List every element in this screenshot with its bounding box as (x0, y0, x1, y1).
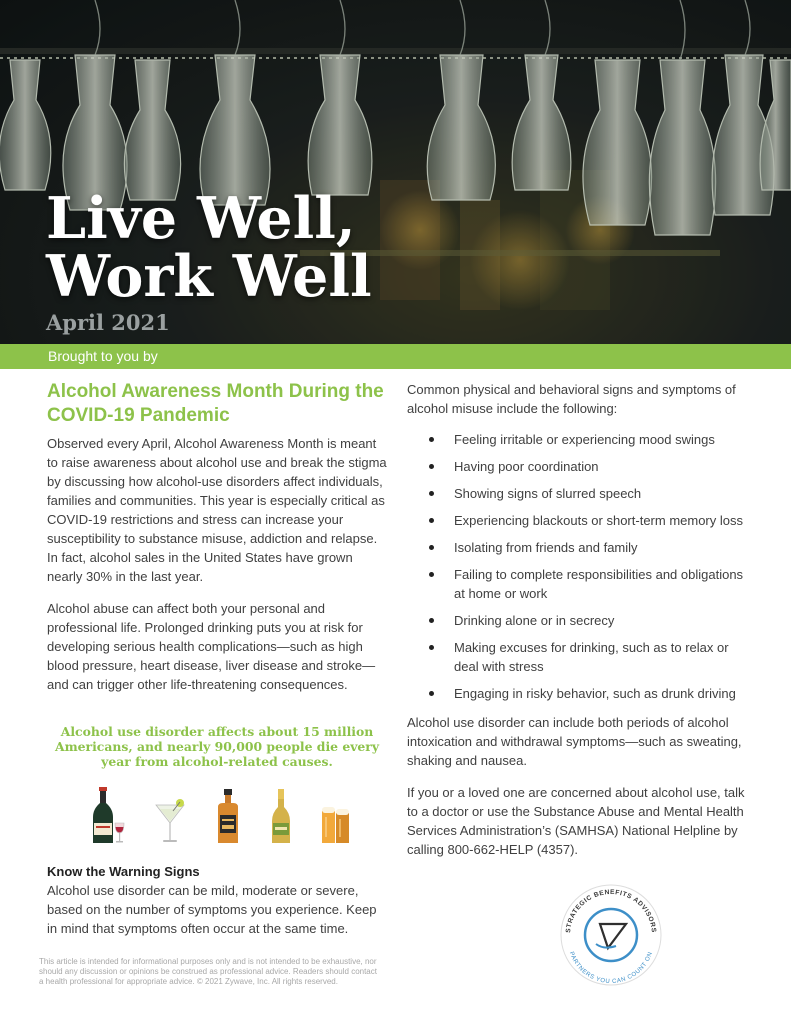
sponsor-text: Brought to you by (48, 348, 158, 364)
wine-bottle-icon (91, 787, 125, 845)
bullet-icon (429, 437, 434, 442)
sign-text: Experiencing blackouts or short-term memory loss (454, 513, 743, 528)
list-item (407, 611, 747, 630)
list-item (407, 538, 747, 557)
symptoms-paragraph: Alcohol use disorder can include both periods of alcohol intoxication and withdrawal symptoms—such as sweating, shaking and nausea. (407, 715, 742, 768)
right-column (407, 380, 747, 872)
bullet-icon (429, 545, 434, 550)
helpline-paragraph: If you or a loved one are concerned about alcohol use, talk to a doctor or use the Substance Abuse and Mental Health Services Administration’s (SAMHSA) National Helpline by calling 800-662-HELP (4357). (407, 785, 745, 857)
list-item (407, 638, 747, 676)
signs-list (407, 430, 747, 703)
signs-intro: Common physical and behavioral signs and symptoms of alcohol misuse include the following: (407, 382, 736, 416)
logo-bottom-text: PARTNERS YOU CAN COUNT ON (567, 951, 655, 986)
title-line-1: Live Well, (46, 185, 356, 252)
drink-icons-row (77, 783, 365, 845)
statistic-callout: Alcohol use disorder affects about 15 million Americans, and nearly 90,000 people die every year from alcohol-related causes. (54, 724, 380, 769)
hero-banner (0, 0, 791, 344)
list-item (407, 457, 747, 476)
beer-glasses-icon (321, 805, 351, 845)
sign-text: Engaging in risky behavior, such as drunk driving (454, 686, 736, 701)
sign-text: Isolating from friends and family (454, 540, 638, 555)
martini-glass-icon (153, 797, 187, 845)
list-item (407, 684, 747, 703)
sign-text: Having poor coordination (454, 459, 599, 474)
sign-text: Feeling irritable or experiencing mood swings (454, 432, 715, 447)
bullet-icon (429, 464, 434, 469)
page-title (46, 185, 446, 310)
bullet-icon (429, 691, 434, 696)
bullet-icon (429, 618, 434, 623)
disclaimer-text: This article is intended for informational purposes only and is not intended to be exhaustive, nor should any discussion or opinions be construed as professional advice. Readers should contact a health professional for appropriate advice. © 2021 Zywave, Inc. All rights reserved. (39, 957, 377, 986)
warning-paragraph: Alcohol use disorder can be mild, moderate or severe, based on the number of symptoms you experience. Keep in mind that symptoms often occur at the same time. (47, 883, 377, 936)
article-title: Alcohol Awareness Month During the COVID-19 Pandemic (47, 381, 384, 426)
bullet-icon (429, 645, 434, 650)
warning-signs-heading: Know the Warning Signs (47, 864, 200, 879)
left-column (47, 380, 387, 951)
bullet-icon (429, 518, 434, 523)
bullet-icon (429, 572, 434, 577)
list-item (407, 511, 747, 530)
risk-paragraph: Alcohol abuse can affect both your personal and professional life. Prolonged drinking puts you at risk for developing serious health complications—such as high blood pressure, heart disease, liver disease and stroke—and can trigger other life-threatening consequences. (47, 601, 376, 692)
sign-text: Making excuses for drinking, such as to relax or deal with stress (454, 640, 729, 674)
list-item (407, 565, 747, 603)
sponsor-band (0, 344, 791, 369)
list-item (407, 484, 747, 503)
issue-date: April 2021 (46, 310, 170, 335)
champagne-bottle-icon (269, 789, 293, 845)
whiskey-bottle-icon (215, 789, 241, 845)
logo-top-text: STRATEGIC BENEFITS ADVISORS (565, 888, 657, 934)
sign-text: Failing to complete responsibilities and obligations at home or work (454, 567, 744, 601)
sba-logo (556, 880, 666, 990)
bullet-icon (429, 491, 434, 496)
title-line-2: Work Well (46, 243, 372, 310)
intro-paragraph: Observed every April, Alcohol Awareness Month is meant to raise awareness about alcohol use and break the stigma by discussing how alcohol-use disorders affect individuals, families and communities. This year is especially critical as COVID-19 restrictions and stress can increase your susceptibility to substance misuse, addiction and relapse. In fact, alcohol sales in the United States have grown nearly 30% in the last year. (47, 436, 387, 584)
sign-text: Showing signs of slurred speech (454, 486, 642, 501)
list-item (407, 430, 747, 449)
sign-text: Drinking alone or in secrecy (454, 613, 615, 628)
